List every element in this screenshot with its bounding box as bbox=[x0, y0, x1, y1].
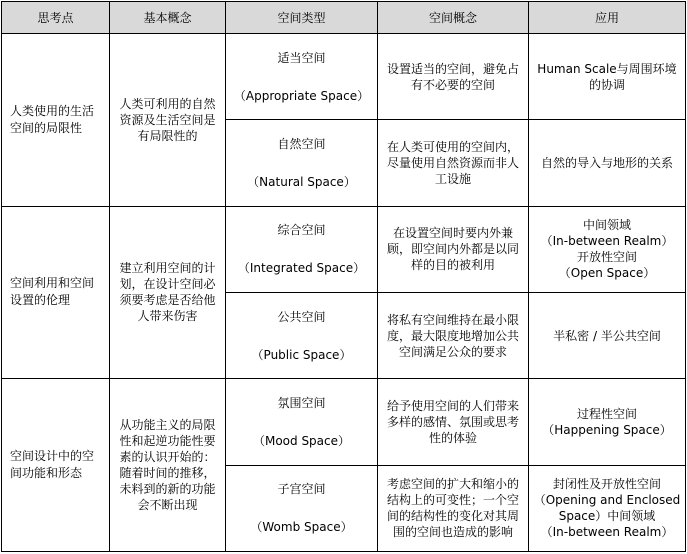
application-line: 过程性空间 bbox=[576, 406, 637, 421]
header-space-concept: 空间概念 bbox=[378, 2, 529, 34]
space-concept-cell: 在人类可使用的空间内，尽量使用自然资源而非人工设施 bbox=[378, 120, 529, 206]
space-type-cell bbox=[226, 465, 378, 551]
application-line: 半私密 / 半公共空间 bbox=[553, 328, 661, 343]
application-line: （Open Space） bbox=[558, 266, 656, 281]
basic-concept-cell: 建立利用空间的计划，在设计空间必须要考虑是否给他人带来伤害 bbox=[110, 206, 226, 379]
application-cell bbox=[529, 206, 686, 292]
thinking-point-cell: 人类使用的生活空间的局限性 bbox=[2, 34, 110, 207]
application-line: 中间领域 bbox=[582, 218, 631, 233]
space-type-cn: 综合空间 bbox=[277, 223, 326, 238]
header-thinking-point: 思考点 bbox=[2, 2, 110, 34]
space-type-cell bbox=[226, 206, 378, 292]
space-type-cell bbox=[226, 292, 378, 378]
space-type-cn: 公共空间 bbox=[277, 309, 326, 324]
space-type-cn: 自然空间 bbox=[277, 136, 326, 151]
space-concept-cell: 在设置空间时要内外兼顾，即空间内外都是以同样的目的被利用 bbox=[378, 206, 529, 292]
application-line: 自然的导入与地形的关系 bbox=[540, 155, 673, 170]
table-row bbox=[2, 379, 686, 465]
space-type-cn: 适当空间 bbox=[277, 50, 326, 65]
application-line: （In-between Realm） bbox=[540, 525, 674, 540]
header-application: 应用 bbox=[529, 2, 686, 34]
space-type-en: （Appropriate Space） bbox=[233, 88, 370, 103]
space-type-cn: 氛围空间 bbox=[277, 395, 326, 410]
application-line: Human Scale与周围环境的协调 bbox=[537, 61, 677, 92]
space-type-en: （Integrated Space） bbox=[237, 261, 366, 276]
table-row bbox=[2, 206, 686, 292]
space-type-en: （Womb Space） bbox=[250, 520, 353, 535]
application-line: （Opening and Enclosed bbox=[533, 493, 681, 508]
application-line: Space）中间领域 bbox=[558, 509, 656, 524]
application-line: （In-between Realm） bbox=[540, 234, 674, 249]
space-type-en: （Mood Space） bbox=[252, 433, 351, 448]
space-type-en: （Natural Space） bbox=[247, 174, 356, 189]
application-line: （Happening Space） bbox=[542, 422, 672, 437]
space-concept-cell: 将私有空间维持在最小限度，最大限度地增加公共空间满足公众的要求 bbox=[378, 292, 529, 378]
header-basic-concept: 基本概念 bbox=[110, 2, 226, 34]
basic-concept-cell: 从功能主义的局限性和起逆功能性要素的认识开始的：随着时间的推移，未料到的新的功能会不断出现 bbox=[110, 379, 226, 552]
header-space-type: 空间类型 bbox=[226, 2, 378, 34]
application-cell bbox=[529, 465, 686, 551]
space-type-cn: 子宫空间 bbox=[277, 482, 326, 497]
application-cell bbox=[529, 379, 686, 465]
application-cell bbox=[529, 34, 686, 120]
space-concept-cell: 给予使用空间的人们带来多样的感情、氛围或思考性的体验 bbox=[378, 379, 529, 465]
space-concept-cell: 设置适当的空间，避免占有不必要的空间 bbox=[378, 34, 529, 120]
space-concept-table bbox=[1, 1, 686, 552]
thinking-point-cell: 空间设计中的空间功能和形态 bbox=[2, 379, 110, 552]
space-type-cell bbox=[226, 34, 378, 120]
basic-concept-cell: 人类可利用的自然资源及生活空间是有局限性的 bbox=[110, 34, 226, 207]
space-type-cell bbox=[226, 120, 378, 206]
space-type-cell bbox=[226, 379, 378, 465]
header-row bbox=[2, 2, 686, 34]
thinking-point-cell: 空间利用和空间设置的伦理 bbox=[2, 206, 110, 379]
application-line: 开放性空间 bbox=[576, 250, 637, 265]
application-cell bbox=[529, 292, 686, 378]
application-line: 封闭性及开放性空间 bbox=[552, 477, 661, 492]
space-type-en: （Public Space） bbox=[251, 347, 352, 362]
application-cell bbox=[529, 120, 686, 206]
space-concept-cell: 考虑空间的扩大和缩小的结构上的可变性；一个空间的结构性的变化对其周围的空间也造成的影响 bbox=[378, 465, 529, 551]
table-row bbox=[2, 34, 686, 120]
